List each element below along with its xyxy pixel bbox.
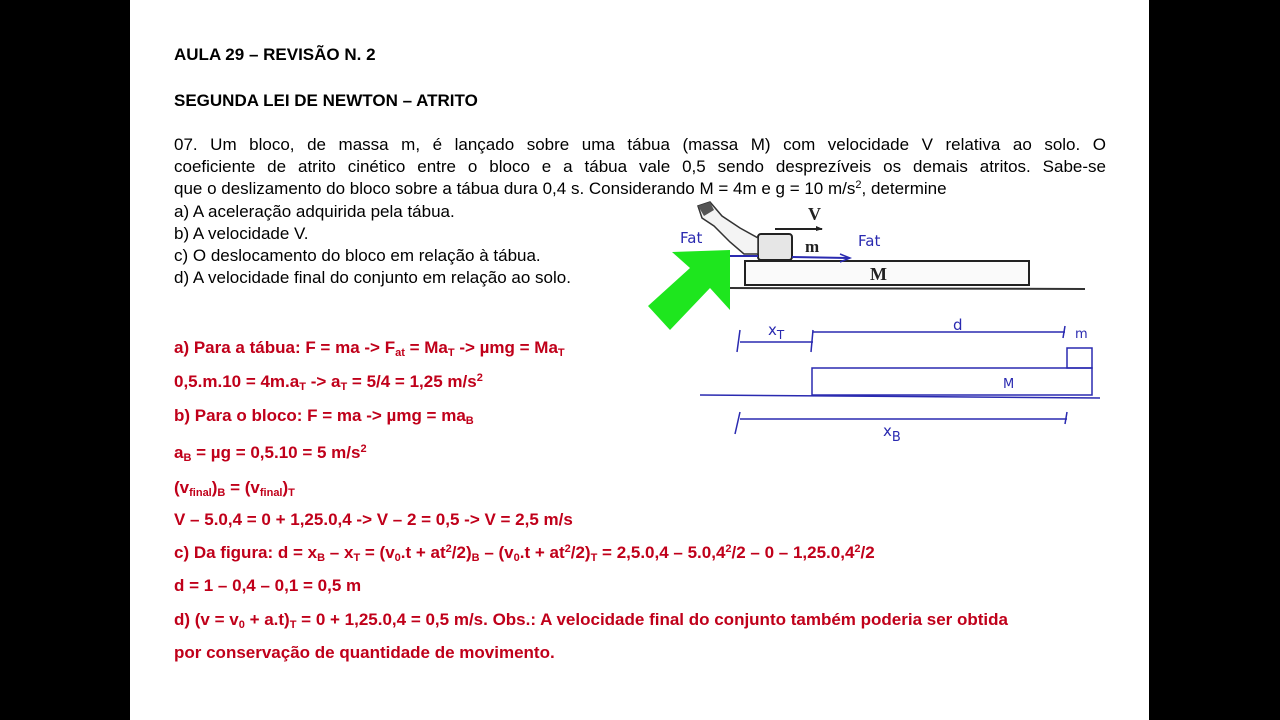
d-label: d — [953, 318, 963, 334]
displacement-figure — [695, 318, 1105, 448]
problem-line-2: coeficiente de atrito cinético entre o bloco e a tábua vale 0,5 sendo desprezíveis os demais atritos. Sabe-se — [174, 157, 1106, 176]
question-b: b) A velocidade V. — [174, 224, 309, 243]
solution-c-line-1: c) Da figura: $d = x_B - x_T = (v_0.t + at^2/2)_B - (v_0.t + at^2/2)_T = 2,5.0,4 - 5.0,4^2/2 - 0 - 1,25.0,4^2/2$ — [174, 543, 875, 564]
xB-label: x — [883, 422, 892, 440]
solution-a-line-1: a) Para a tábua: F = ma -> $F_{at} = Ma_T -> \mu mg = Ma_T$ — [174, 338, 565, 359]
solution-b-line-4: V – 5.0,4 = 0 + 1,25.0,4 -> V – 2 = 0,5 -> V = 2,5 m/s — [174, 510, 573, 529]
xT-label: x — [768, 321, 777, 339]
section-title: SEGUNDA LEI DE NEWTON – ATRITO — [174, 91, 478, 110]
M-label: M — [1003, 377, 1015, 392]
svg-text:xT: $x_T$ — [768, 321, 785, 342]
problem-line-1: 07. Um bloco, de massa m, é lançado sobre uma tábua (massa M) com velocidade V relativa ao solo. O — [174, 135, 1106, 154]
lesson-title: AULA 29 – REVISÃO N. 2 — [174, 45, 376, 64]
question-c: c) O deslocamento do bloco em relação à tábua. — [174, 246, 541, 265]
mass-M-label: M — [870, 264, 887, 284]
solution-b-line-2: $a_B = \mu g = 0,5.10 = 5$ $m/s^2$ — [174, 443, 367, 464]
friction-left-label: Fat — [680, 229, 703, 247]
solution-c-line-2: d = 1 – 0,4 – 0,1 = 0,5 m — [174, 576, 362, 595]
solution-b-line-3: $(v_{final})_B = (v_{final})_T$ — [174, 478, 295, 499]
velocity-label: V — [808, 204, 821, 224]
svg-text:xB: xB — [883, 422, 901, 445]
mass-m-label: m — [805, 237, 820, 256]
question-a: a) A aceleração adquirida pela tábua. — [174, 202, 455, 221]
solution-d-line-1: d) $(v = v_0 + a.t)_T = 0 + 1,25.0,4 = 0,5$ m/s. Obs.: A velocidade final do conjunto também poderia ser obtida — [174, 610, 1008, 631]
document-page — [130, 0, 1149, 720]
question-d: d) A velocidade final do conjunto em relação ao solo. — [174, 268, 571, 287]
solution-d-line-2: por conservação de quantidade de movimento. — [174, 643, 555, 662]
m-label: m — [1075, 327, 1088, 342]
problem-line-3: que o deslizamento do bloco sobre a tábua dura 0,4 s. Considerando M = 4m e g = 10 $m/s^2$, determine — [174, 179, 947, 198]
solution-b-line-1: b) Para o bloco: F = ma -> $\mu mg = ma_B$ — [174, 406, 474, 427]
solution-a-line-2: $0,5.m.10 = 4m.a_T -> a_T = 5/4 = 1,25$ $m/s^2$ — [174, 372, 483, 393]
friction-right-label: Fat — [858, 232, 881, 250]
